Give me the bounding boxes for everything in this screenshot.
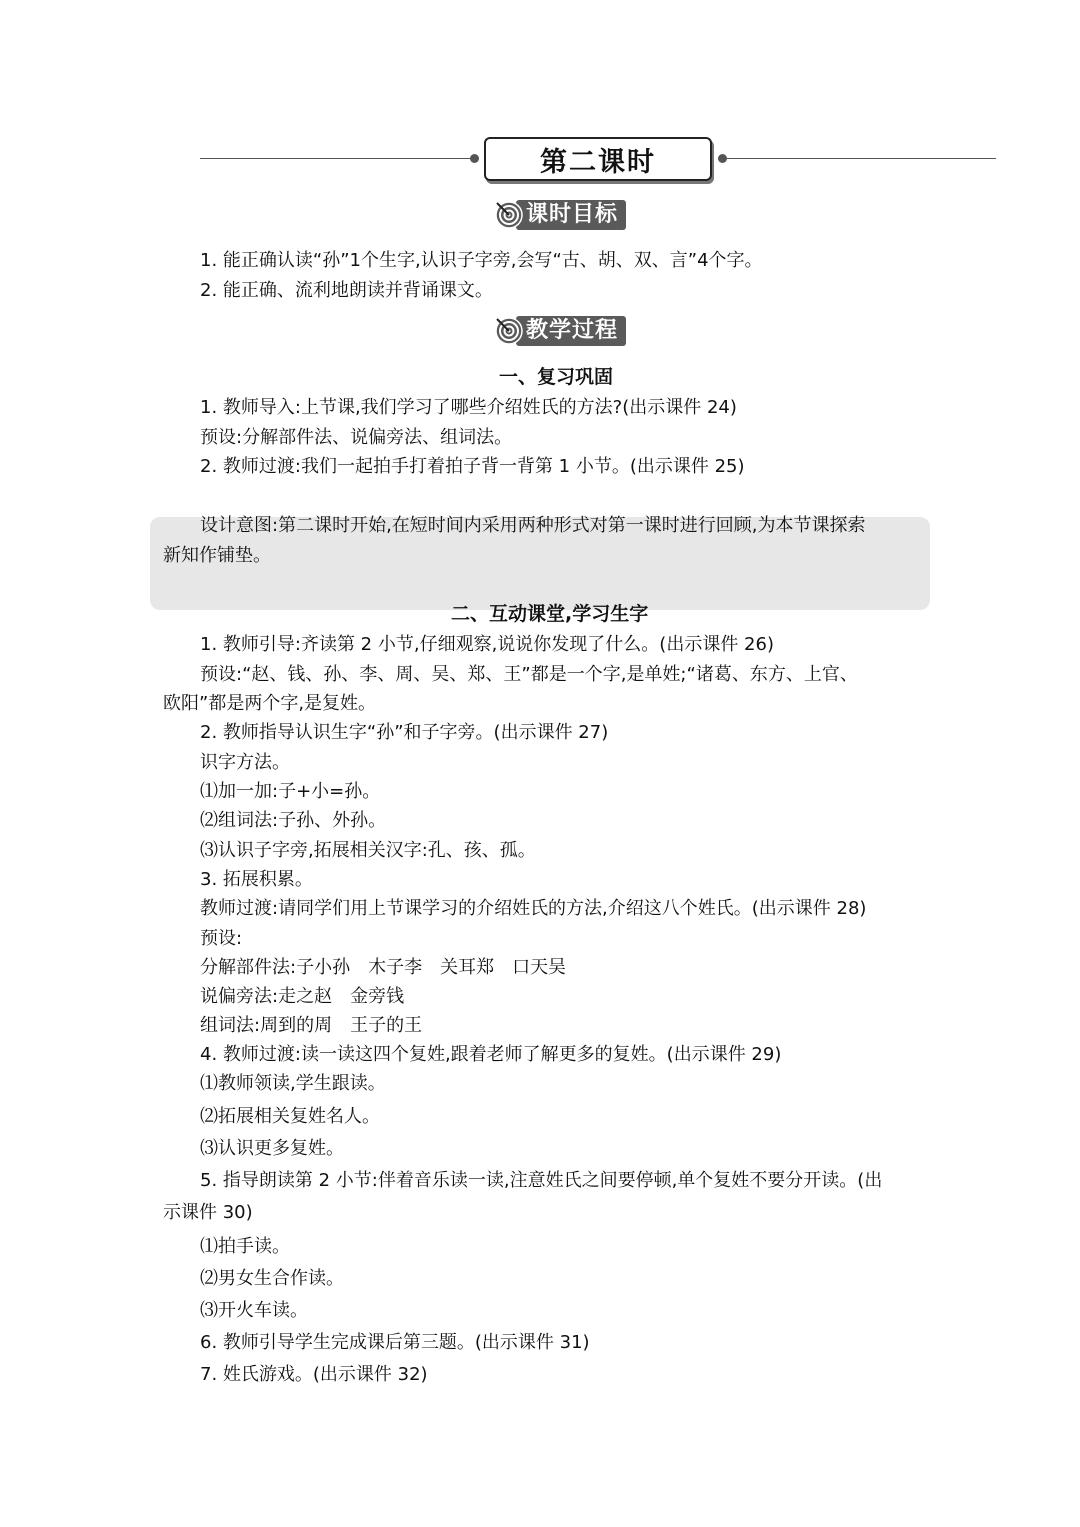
objectives-banner-label: 课时目标: [516, 200, 626, 230]
part2-line: ⑶开火车读。: [200, 1300, 308, 1321]
lesson-title: 第二课时: [484, 137, 712, 181]
part1-line: 2. 教师过渡:我们一起拍手打着拍子背一背第 1 小节。(出示课件 25): [200, 456, 745, 477]
target-icon: [494, 316, 524, 346]
title-rule-left-dot: [470, 154, 479, 163]
part2-line: ⑴教师领读,学生跟读。: [200, 1073, 386, 1094]
part2-line: 识字方法。: [200, 752, 290, 773]
part2-line: ⑵男女生合作读。: [200, 1268, 344, 1289]
part2-line: ⑵组词法:子孙、外孙。: [200, 810, 387, 831]
part2-line: 4. 教师过渡:读一读这四个复姓,跟着老师了解更多的复姓。(出示课件 29): [200, 1044, 782, 1065]
part2-line: 2. 教师指导认识生字“孙”和子字旁。(出示课件 27): [200, 722, 609, 743]
title-rule-right: [724, 158, 996, 159]
part2-line: 预设:“赵、钱、孙、李、周、吴、郑、王”都是一个字,是单姓;“诸葛、东方、上官、: [200, 664, 858, 685]
part2-line: 3. 拓展积累。: [200, 869, 313, 890]
objectives-banner: [494, 200, 628, 230]
objective-1: 1. 能正确认读“孙”1个生字,认识子字旁,会写“古、胡、双、言”4个字。: [200, 250, 763, 271]
part2-line: ⑴加一加:子+小=孙。: [200, 781, 381, 802]
target-icon: [494, 200, 524, 230]
part2-line: 预设:: [200, 928, 243, 949]
part2-line: 欧阳”都是两个字,是复姓。: [163, 693, 377, 714]
part2-line: 示课件 30): [163, 1202, 253, 1223]
part2-heading: 二、互动课堂,学习生字: [451, 603, 649, 625]
part2-line: 组词法:周到的周 王子的王: [200, 1015, 423, 1036]
process-banner: [494, 316, 628, 346]
design-note-line2: 新知作铺垫。: [163, 545, 271, 566]
part2-line: 1. 教师引导:齐读第 2 小节,仔细观察,说说你发现了什么。(出示课件 26): [200, 634, 774, 655]
part2-line: 7. 姓氏游戏。(出示课件 32): [200, 1364, 428, 1385]
part2-line: ⑵拓展相关复姓名人。: [200, 1106, 380, 1127]
title-rule-left: [200, 158, 476, 159]
part2-line: 5. 指导朗读第 2 小节:伴着音乐读一读,注意姓氏之间要停顿,单个复姓不要分开读。(出: [200, 1170, 883, 1191]
part2-line: 分解部件法:子小孙 木子李 关耳郑 口天吴: [200, 957, 567, 978]
part1-heading: 一、复习巩固: [499, 366, 614, 388]
objective-2: 2. 能正确、流利地朗读并背诵课文。: [200, 280, 493, 301]
part2-line: ⑶认识更多复姓。: [200, 1138, 344, 1159]
part2-line: 6. 教师引导学生完成课后第三题。(出示课件 31): [200, 1332, 590, 1353]
part2-line: ⑴拍手读。: [200, 1236, 290, 1257]
part1-line: 预设:分解部件法、说偏旁法、组词法。: [200, 427, 513, 448]
part2-line: 说偏旁法:走之赵 金旁钱: [200, 986, 405, 1007]
part1-line: 1. 教师导入:上节课,我们学习了哪些介绍姓氏的方法?(出示课件 24): [200, 397, 737, 418]
design-note-line1: 设计意图:第二课时开始,在短时间内采用两种形式对第一课时进行回顾,为本节课探索: [200, 515, 866, 536]
process-banner-label: 教学过程: [516, 316, 626, 346]
part2-line: 教师过渡:请同学们用上节课学习的介绍姓氏的方法,介绍这八个姓氏。(出示课件 28): [200, 898, 867, 919]
part2-line: ⑶认识子字旁,拓展相关汉字:孔、孩、孤。: [200, 840, 536, 861]
